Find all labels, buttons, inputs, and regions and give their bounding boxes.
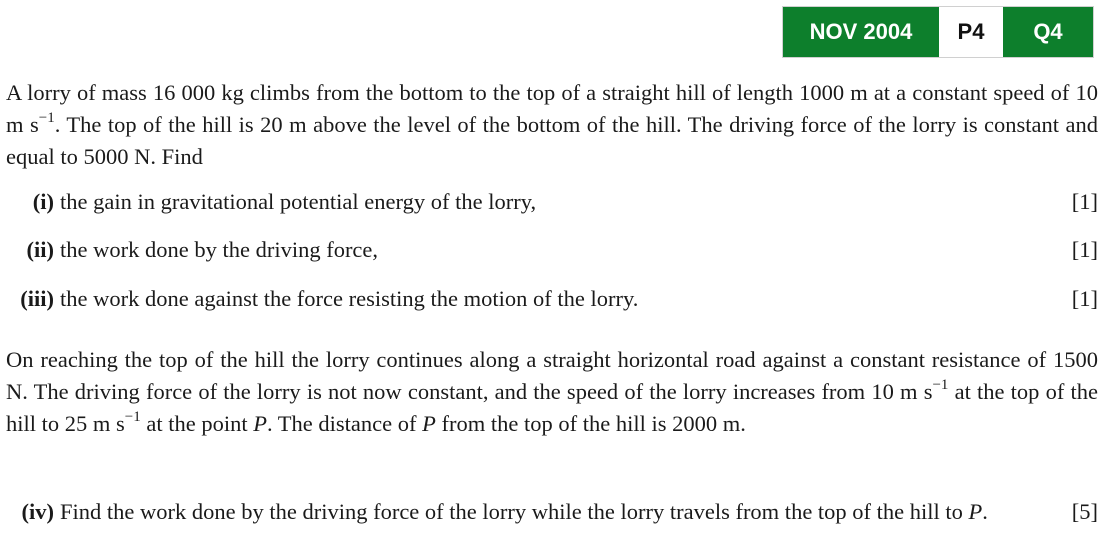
sub-question-ii [6, 234, 1098, 266]
point-label: P [422, 411, 436, 436]
point-label: P [253, 411, 267, 436]
sub-question-i [6, 186, 1098, 218]
continuation-text-2: at the top of the hill to 25 m s [6, 379, 1098, 436]
continuation-text-1: On reaching the top of the hill the lorry continues along a straight horizontal road against a constant resistance of 1500 N. The driving force of the lorry is not now constant, and the speed of the lorry increases from 10 m s [6, 347, 1098, 404]
continuation-text-3: at the point [140, 411, 254, 436]
point-label: P [968, 499, 983, 524]
sub-question-marks: [1] [1071, 189, 1098, 214]
sub-question-text [54, 496, 1062, 528]
continuation-text-4: . The distance of [266, 411, 423, 436]
sub-question-end: . [982, 499, 988, 524]
sub-question-iv [6, 496, 1098, 528]
unit-exponent: −1 [38, 110, 55, 126]
sub-question-iii [6, 283, 1098, 315]
sub-question-number: (iii) [20, 286, 54, 311]
question-intro [6, 77, 1098, 173]
question-tag: Q4 [1003, 7, 1093, 57]
paper-tag: P4 [939, 7, 1003, 57]
session-tag: NOV 2004 [783, 7, 939, 57]
sub-question-marks: [1] [1071, 237, 1098, 262]
sub-question-number: (iv) [21, 499, 54, 524]
question-reference-tags [782, 6, 1094, 58]
sub-question-number: (ii) [26, 237, 54, 262]
intro-text-1: A lorry of mass 16 000 kg climbs from the bottom to the top of a straight hill of length 1000 m at a constant speed of 10 m s [6, 80, 1098, 137]
sub-question-text: the work done against the force resisting the motion of the lorry. [60, 286, 639, 311]
question-continuation [6, 344, 1098, 440]
sub-question-marks: [5] [1071, 499, 1098, 524]
sub-question-body: Find the work done by the driving force of the lorry while the lorry travels from the top of the hill to [60, 499, 969, 524]
intro-text-2: . The top of the hill is 20 m above the level of the bottom of the hill. The driving force of the lorry is constant and equal to 5000 N. Find [6, 112, 1098, 169]
unit-exponent: −1 [932, 377, 949, 393]
continuation-text-5: from the top of the hill is 2000 m. [435, 411, 746, 436]
sub-question-number: (i) [32, 189, 54, 214]
sub-question-marks: [1] [1071, 286, 1098, 311]
sub-question-text: the work done by the driving force, [60, 237, 379, 262]
unit-exponent: −1 [124, 409, 141, 425]
sub-question-text: the gain in gravitational potential energy of the lorry, [60, 189, 537, 214]
